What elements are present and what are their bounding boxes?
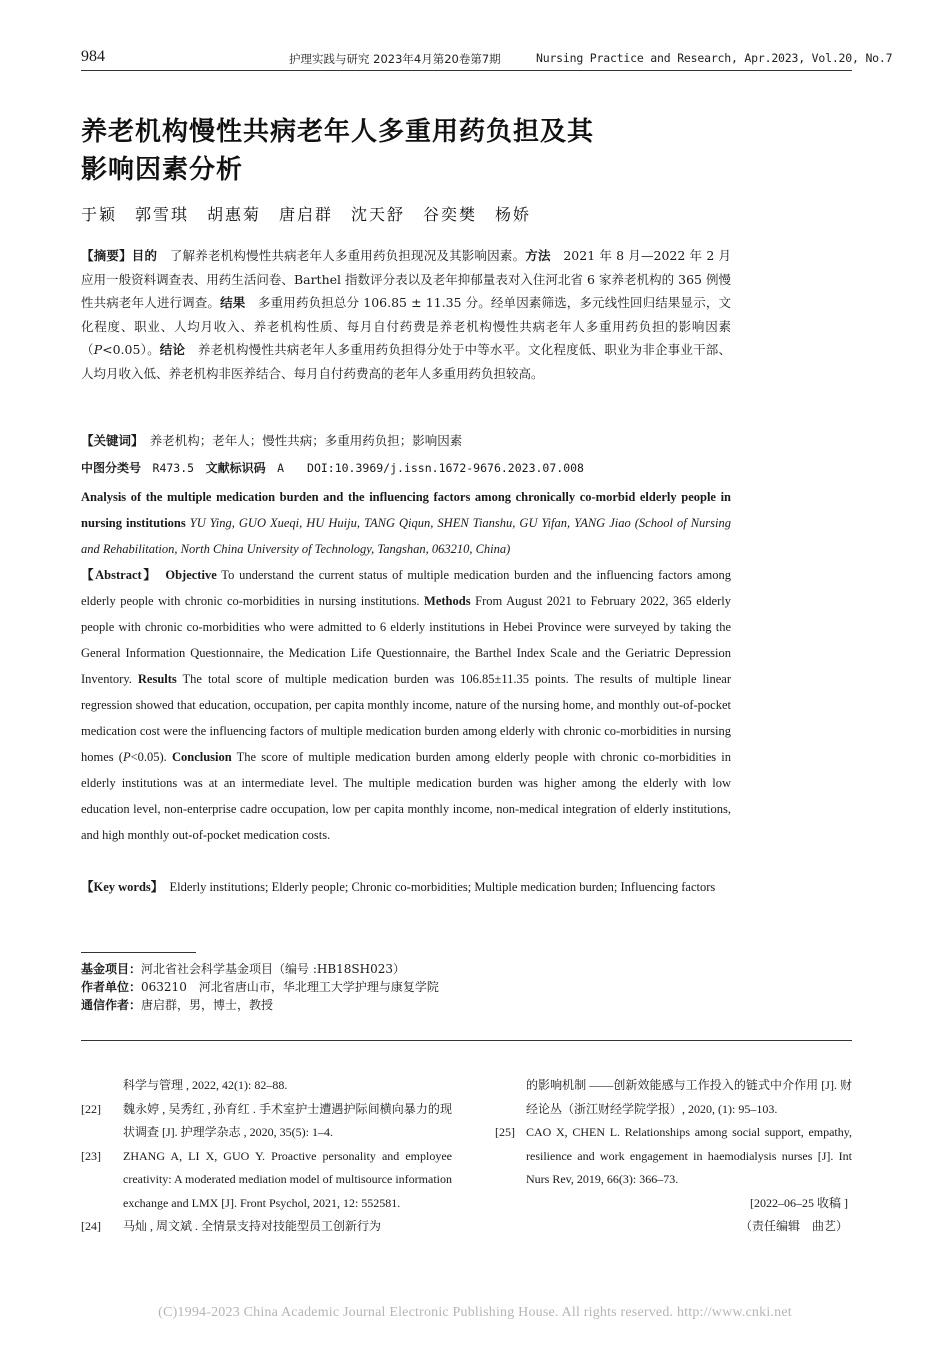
methods-en: From August 2021 to February 2022, 365 elderly people with chronic co-morbidities who were admitted to 6 elderly institutions in Hebei Province were surveyed by taking the General Information Questionnaire, the Medication Life Questionnaire, the Barthel Index Scale and the Geriatric Depression Inventory. (81, 594, 731, 686)
english-title-block (81, 484, 731, 562)
conclusion-cn: 养老机构慢性共病老年人多重用药负担得分处于中等水平。文化程度低、职业为非企事业干部、人均月收入低、养老机构非医养结合、每月自付药费高的老年人多重用药负担较高。 (81, 342, 731, 381)
reference-item (495, 1121, 852, 1192)
results-cn-b: <0.05）。 (102, 342, 160, 358)
objective-label-en: Objective (165, 568, 217, 582)
fund-line (81, 960, 439, 978)
english-affiliation: (School of Nursing and Rehabilitation, North China University of Technology, Tangshan, 063210, China) (81, 516, 731, 556)
results-label-cn: 结果 (220, 295, 246, 311)
reference-item (81, 1215, 452, 1239)
reference-text: 魏永婷 , 吴秀红 , 孙育红 . 手术室护士遭遇护际间横向暴力的现状调查 [J]. 护理学杂志 , 2020, 35(5): 1–4. (123, 1101, 452, 1139)
title-line-2: 影响因素分析 (81, 155, 244, 185)
results-en-a: The total score of multiple medication burden was 106.85±11.35 points. The results of multiple linear regression showed that education, occupation, per capita monthly income, nature of the nursing home, and monthly out-of-pocket medication cost were the influencing factors of multiple medication burden among elderly with chronic co-morbidities in nursing homes ( (81, 672, 731, 764)
authors-cn: 于颖 郭雪琪 胡惠菊 唐启群 沈天舒 谷奕樊 杨娇 (81, 205, 532, 224)
reference-number: [25] (495, 1125, 515, 1139)
fund-label: 基金项目： (81, 962, 142, 976)
unit-label: 作者单位： (81, 980, 142, 994)
objective-en: To understand the current status of multiple medication burden and the influencing factors among elderly people with chronic co-morbidities in nursing institutions. (81, 568, 731, 608)
article-title (81, 113, 681, 189)
abstract-label: 【摘要】 (81, 248, 132, 263)
corr-line (81, 996, 439, 1014)
corr-label: 通信作者： (81, 998, 142, 1012)
classification-line (81, 459, 781, 476)
results-en-b: <0.05). (130, 750, 172, 764)
footnotes (81, 960, 439, 1014)
abstract-cn (81, 244, 731, 386)
results-label-en: Results (137, 672, 177, 686)
journal-name-cn: 护理实践与研究 2023年4月第20卷第7期 (289, 52, 501, 66)
corr-text: 唐启群，男，博士，教授 (141, 998, 274, 1012)
references-left-column (81, 1074, 452, 1239)
unit-text: 063210 河北省唐山市，华北理工大学护理与康复学院 (141, 980, 439, 994)
reference-number: [22] (81, 1101, 101, 1116)
title-line-1: 养老机构慢性共病老年人多重用药负担及其 (81, 117, 595, 147)
keywords-label-cn: 【关键词】 (81, 433, 138, 448)
clc-label: 中图分类号 (81, 461, 142, 475)
clc-value: R473.5 (141, 461, 206, 475)
reference-number: [24] (81, 1219, 101, 1233)
abstract-label-en: 【Abstract】 (81, 568, 152, 582)
results-cn-p: P (93, 342, 103, 358)
english-authors: YU Ying, GUO Xueqi, HU Huiju, TANG Qiqun, SHEN Tianshu, GU Yifan, YANG Jiao (185, 516, 631, 530)
reference-text: ZHANG A, LI X, GUO Y. Proactive personality and employee creativity: A moderated mediation model of multisource information exchange and LMX [J]. Front Psychol, 2021, 12: 552581. (123, 1148, 452, 1210)
keywords-en (81, 874, 731, 900)
doi: DOI:10.3969/j.issn.1672-9676.2023.07.008 (307, 461, 584, 475)
section-rule (81, 1040, 852, 1041)
received-date: [2022–06–25 收稿 ] (750, 1195, 848, 1210)
conclusion-label-cn: 结论 (159, 342, 186, 358)
reference-continuation: 的影响机制 ——创新效能感与工作投入的链式中介作用 [J]. 财经论丛（浙江财经学院学报）, 2020, (1): 95–103. (526, 1078, 852, 1116)
results-cn-a: 多重用药负担总分 106.85 ± 11.35 分。经单因素筛选，多元线性回归结果显示，文化程度、职业、人均月收入、养老机构性质、每月自付药费是养老机构慢性共病老年人多重用药负担的影响因素（ (81, 295, 731, 358)
keywords-label-en: 【Key words】 (81, 880, 158, 894)
reference-continuation: 科学与管理 , 2022, 42(1): 82–88. (123, 1078, 288, 1092)
page-number: 984 (81, 48, 105, 65)
doc-code-label: 文献标识码 (205, 461, 266, 475)
fund-text: 河北省社会科学基金项目（编号 :HB18SH023） (141, 962, 406, 976)
footnote-rule (81, 952, 196, 953)
keywords-text-en: Elderly institutions; Elderly people; Chronic co-morbidities; Multiple medication burden; Influencing factors (157, 880, 716, 894)
english-title: Analysis of the multiple medication burden and the influencing factors among chronically co-morbid elderly people in nursing institutions (81, 490, 731, 530)
reference-item (81, 1098, 452, 1145)
objective-label-cn: 目的 (131, 248, 158, 263)
reference-text: CAO X, CHEN L. Relationships among social support, empathy, resilience and work engagement in haemodialysis nurses [J]. Int Nurs Rev, 2019, 66(3): 366–73. (526, 1125, 852, 1186)
abstract-en (81, 562, 731, 848)
header-rule (81, 70, 852, 71)
reference-number: [23] (81, 1148, 101, 1163)
results-en-p: P (122, 750, 131, 764)
objective-cn: 了解养老机构慢性共病老年人多重用药负担现况及其影响因素。 (157, 248, 526, 263)
methods-cn: 2021 年 8 月—2022 年 2 月应用一般资料调查表、用药生活问卷、Barthel 指数评分表以及老年抑郁量表对入住河北省 6 家养老机构的 365 例慢性共病老年人进行调查。 (81, 248, 731, 311)
reference-text: 马灿 , 周文斌 . 全情景支持对技能型员工创新行为 (123, 1219, 382, 1233)
responsible-editor: （责任编辑 曲艺） (739, 1219, 848, 1233)
references-right-column (495, 1074, 852, 1239)
conclusion-label-en: Conclusion (171, 750, 232, 764)
unit-line (81, 978, 439, 996)
keywords-text-cn: 养老机构；老年人；慢性共病；多重用药负担；影响因素 (137, 433, 463, 448)
keywords-cn (81, 431, 731, 449)
methods-label-cn: 方法 (525, 248, 551, 263)
doc-code-value: A (265, 461, 308, 475)
methods-label-en: Methods (424, 594, 471, 608)
copyright-footer: (C)1994-2023 China Academic Journal Electronic Publishing House. All rights reserved. http://www.cnki.net (158, 1305, 792, 1320)
journal-name-en: Nursing Practice and Research, Apr.2023, Vol.20, No.7 (536, 51, 893, 65)
conclusion-en: The score of multiple medication burden among elderly people with chronic co-morbidities in elderly institutions was at an intermediate level. The multiple medication burden was higher among the elderly with low education level, non-enterprise cadre occupation, low per capita monthly income, non-medical integration of elderly institutions, and high monthly out-of-pocket medication costs. (81, 750, 731, 842)
reference-item (81, 1145, 452, 1216)
